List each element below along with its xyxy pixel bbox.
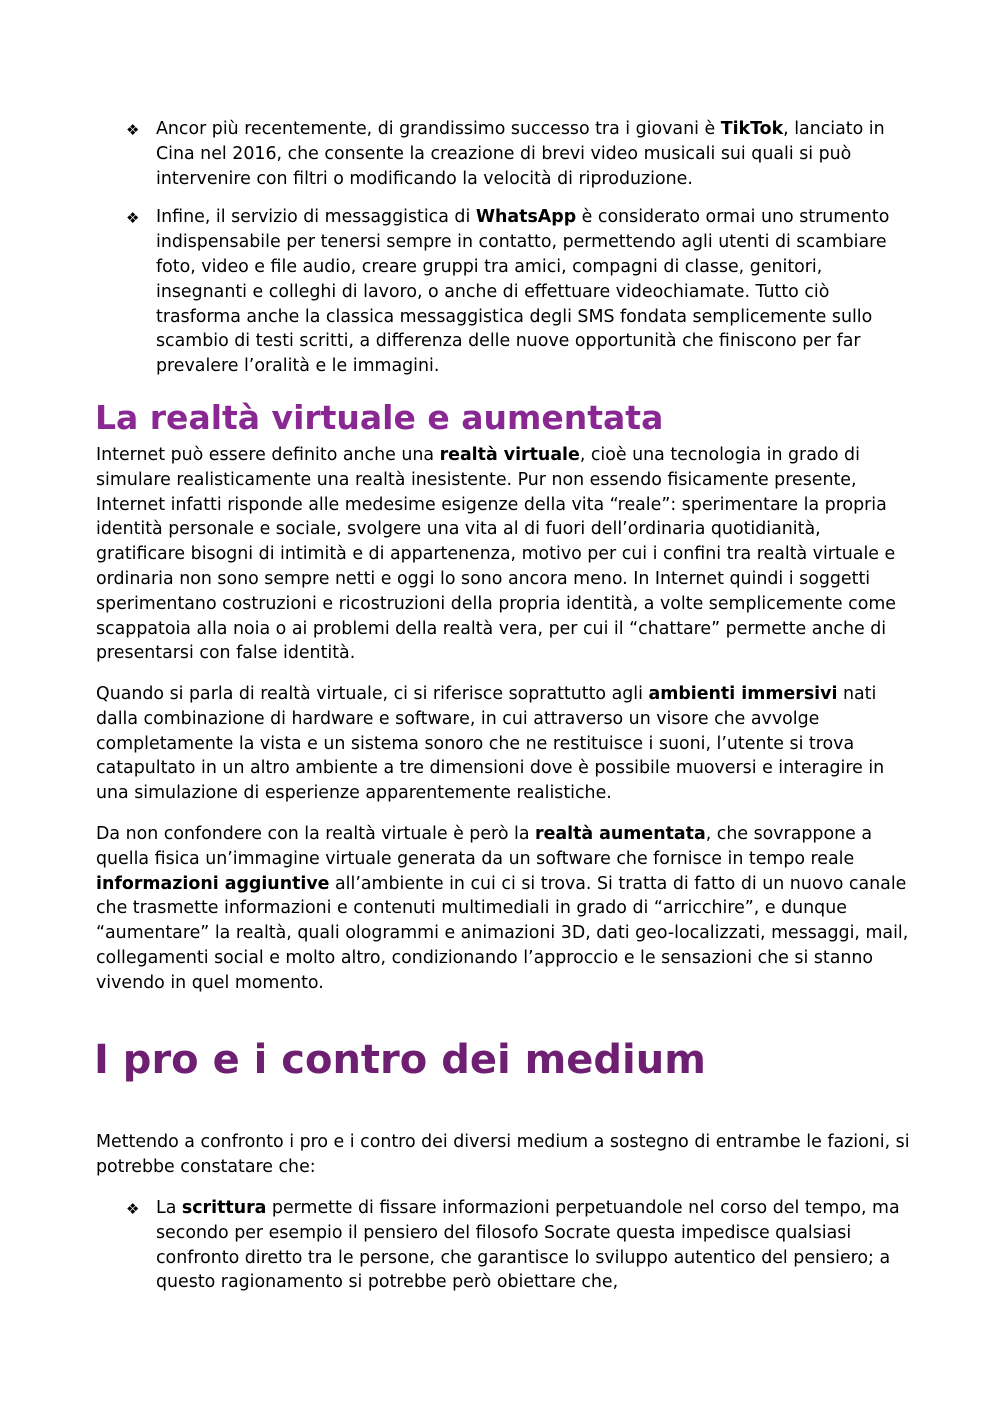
diamond-bullet-icon: ❖ bbox=[126, 121, 140, 139]
text-run: , cioè una tecnologia in grado di simulare realisticamente una realtà inesistente. Pur non essendo fisicamente presente, Internet infatti risponde alle medesime esigenze della vita “reale”: sperimentare la propria identità personale e sociale, svolgere una vita al di fuori dell’ordinaria quotidianità, gratificare bisogni di intimità e di appartenenza, motivo per cui i confini tra realtà virtuale e ordinaria non sono sempre netti e oggi lo sono ancora meno. In Internet quindi i soggetti sperimentano costruzioni e ricostruzioni della propria identità, a volte semplicemente come scappatoia alla noia o ai problemi della realtà vera, per cui il “chattare” permette anche di presentarsi con false identità. bbox=[96, 445, 897, 664]
text-run: Infine, il servizio di messaggistica di bbox=[156, 207, 476, 228]
list-item-text bbox=[156, 1196, 911, 1295]
paragraph-ambienti-immersivi bbox=[96, 682, 911, 806]
text-run: Internet può essere definito anche una bbox=[96, 445, 440, 465]
text-run: nati dalla combinazione di hardware e software, in cui attraverso un visore che avvolge completamente la vista e un sistema sonoro che ne restituisce i suoni, l’utente si trova catapultato in un altro ambiente a tre dimensioni dove è possibile muoversi e interagire in una simulazione di esperienze apparentemente realistiche. bbox=[96, 684, 885, 804]
text-run: permette di fissare informazioni perpetuandole nel corso del tempo, ma secondo per esempio il pensiero del filosofo Socrate questa impedisce qualsiasi confronto diretto tra le persone, che garantisce lo sviluppo autentico del pensiero; a questo ragionamento si potrebbe però obiettare che, bbox=[156, 1198, 900, 1293]
text-run: Da non confondere con la realtà virtuale è però la bbox=[96, 824, 536, 844]
bold-term: scrittura bbox=[181, 1198, 267, 1218]
bold-term: realtà aumentata bbox=[535, 824, 706, 844]
bold-term: informazioni aggiuntive bbox=[96, 873, 330, 894]
paragraph-realta-aumentata bbox=[96, 822, 911, 996]
heading-realta-virtuale: La realtà virtuale e aumentata bbox=[95, 398, 664, 437]
diamond-bullet-icon: ❖ bbox=[126, 1200, 140, 1218]
bold-term: TikTok bbox=[720, 119, 784, 139]
text-run: Ancor più recentemente, di grandissimo successo tra i giovani è bbox=[156, 119, 721, 139]
list-item-whatsapp bbox=[96, 205, 911, 379]
list-item-tiktok bbox=[96, 117, 911, 191]
bold-term: ambienti immersivi bbox=[648, 684, 838, 704]
paragraph-intro-pro-contro: Mettendo a confronto i pro e i contro dei diversi medium a sostegno di entrambe le fazioni, si potrebbe constatare che: bbox=[96, 1132, 910, 1177]
text-run: , lanciato in Cina nel 2016, che consente la creazione di brevi video musicali sui quali si può intervenire con filtri o modificando la velocità di riproduzione. bbox=[156, 119, 885, 189]
text-run: Quando si parla di realtà virtuale, ci si riferisce soprattutto agli bbox=[96, 684, 649, 704]
bold-term: WhatsApp bbox=[475, 207, 577, 228]
diamond-bullet-icon: ❖ bbox=[126, 209, 140, 228]
text-run: , che sovrappone a quella fisica un’immagine virtuale generata da un software che fornisce in tempo reale bbox=[96, 824, 872, 869]
paragraph-realta-virtuale bbox=[96, 443, 911, 666]
list-item-text bbox=[156, 205, 911, 379]
text-run: è considerato ormai uno strumento indispensabile per tenersi sempre in contatto, permettendo agli utenti di scambiare foto, video e file audio, creare gruppi tra amici, compagni di classe, genitori, insegnanti e colleghi di lavoro, o anche di effettuare videochiamate. Tutto ciò trasforma anche la classica messaggistica degli SMS fondata semplicemente sullo scambio di testi scritti, a differenza delle nuove opportunità che finiscono per far prevalere l’oralità e le immagini. bbox=[156, 207, 890, 377]
text-run: all’ambiente in cui ci si trova. Si tratta di fatto di un nuovo canale che trasmette informazioni e contenuti multimediali in grado di “arricchire”, e dunque “aumentare” la realtà, quali ologrammi e animazioni 3D, dati geo-localizzati, messaggi, mail, collegamenti social e molto altro, condizionando l’approccio e le sensazioni che si stanno vivendo in quel momento. bbox=[96, 873, 909, 993]
list-item-scrittura bbox=[96, 1196, 911, 1295]
text-run: La bbox=[156, 1198, 182, 1218]
heading-pro-contro: I pro e i contro dei medium bbox=[94, 1037, 706, 1083]
bold-term: realtà virtuale bbox=[439, 445, 580, 465]
bullet-list-medium bbox=[96, 1196, 911, 1309]
list-item-text bbox=[156, 117, 911, 191]
bullet-list-social bbox=[96, 117, 911, 393]
